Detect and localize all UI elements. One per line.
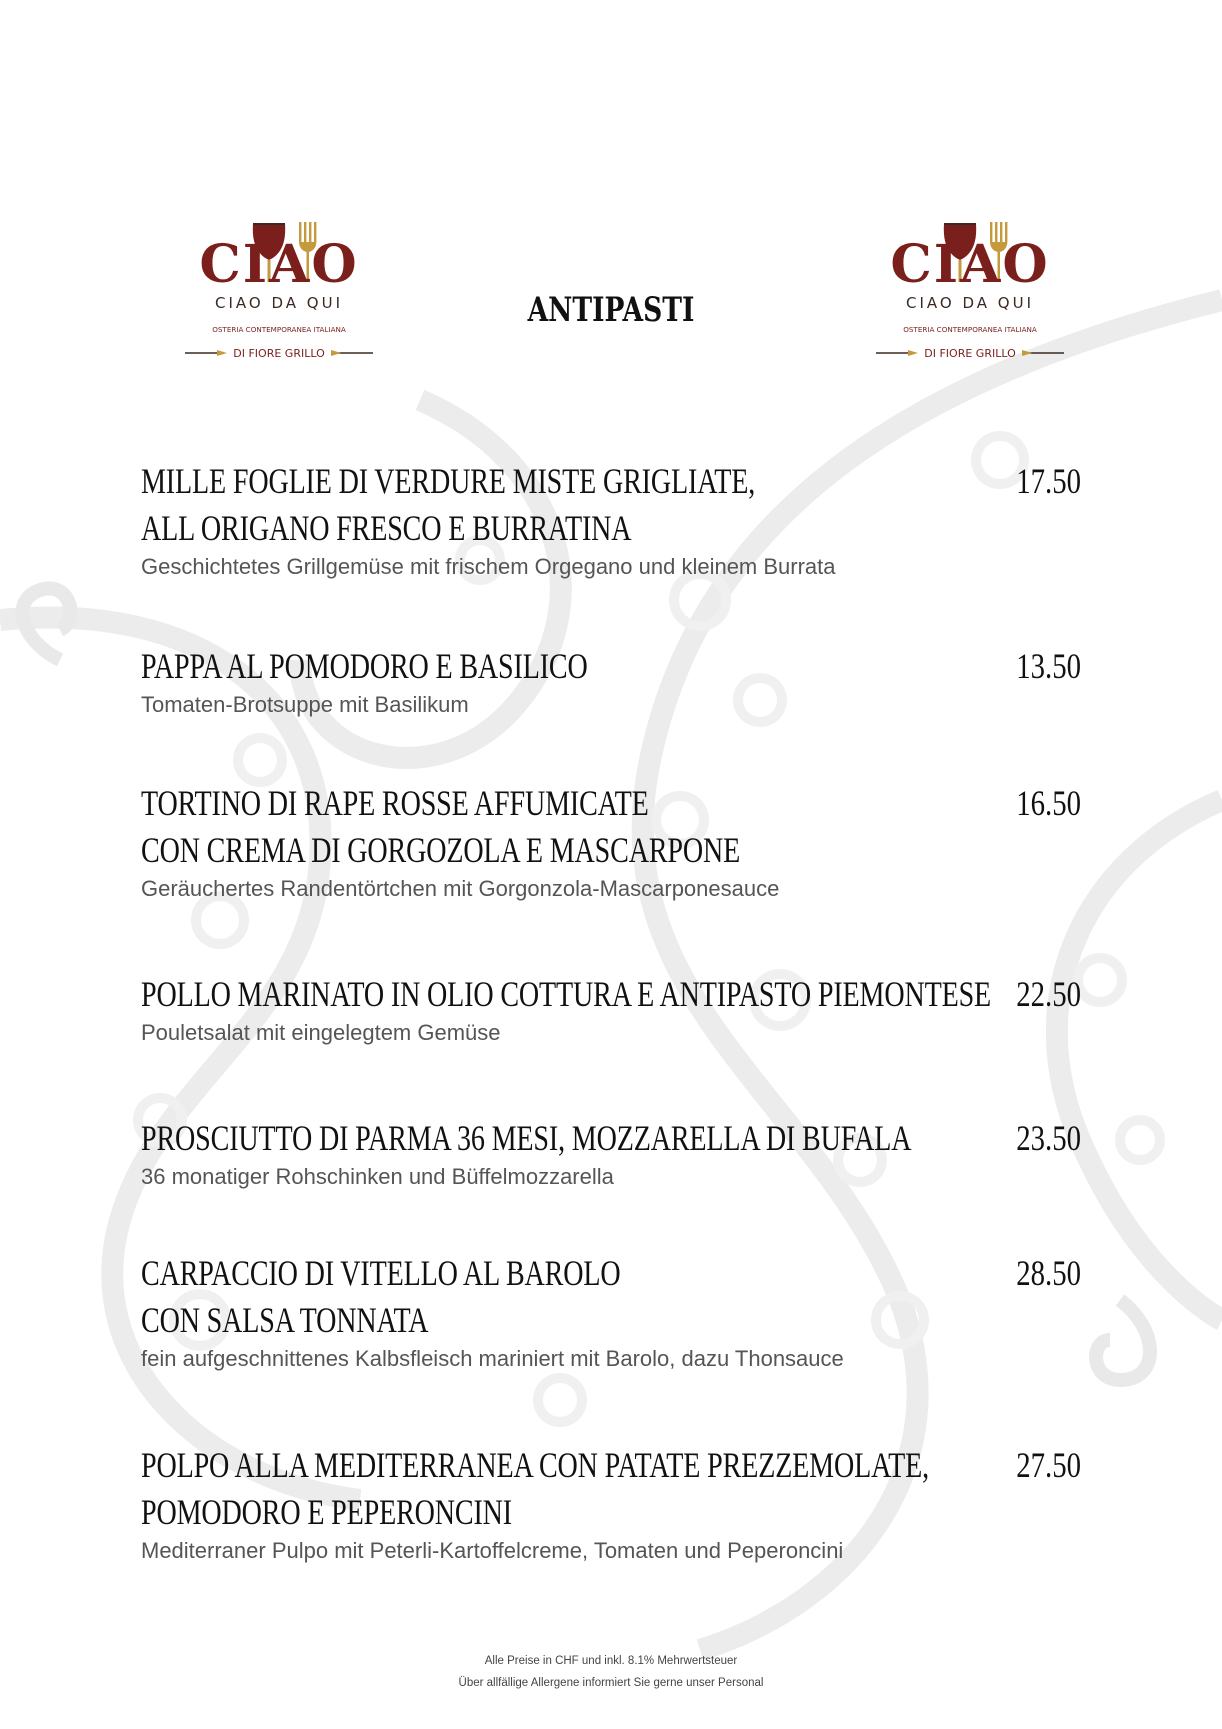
footer-allergen-note: Über allfällige Allergene informiert Sie gerne unser Personal — [458, 1677, 764, 1689]
svg-text:CIAO DA QUI: CIAO DA QUI — [906, 294, 1034, 312]
dish-description: 36 monatiger Rohschinken und Büffelmozzarella — [141, 1163, 614, 1189]
dish-name-line: POLPO ALLA MEDITERRANEA CON PATATE PREZZEMOLATE, — [141, 1445, 929, 1485]
dish-description: Tomaten-Brotsuppe mit Basilikum — [141, 691, 469, 717]
dish-description: Geschichtetes Grillgemüse mit frischem Orgegano und kleinem Burrata — [141, 553, 836, 579]
svg-text:CIAO DA QUI: CIAO DA QUI — [215, 294, 343, 312]
svg-text:OSTERIA CONTEMPORANEA ITALIANA: OSTERIA CONTEMPORANEA ITALIANA — [903, 325, 1037, 334]
menu-item — [141, 780, 1081, 902]
restaurant-logo-right — [864, 210, 1076, 390]
dish-name-line: ALL ORIGANO FRESCO E BURRATINA — [141, 507, 632, 548]
dish-name-line: CON CREMA DI GORGOZOLA E MASCARPONE — [141, 829, 741, 870]
dish-price: 22.50 — [1016, 974, 1081, 1014]
menu-item — [141, 1442, 1081, 1564]
menu-item — [141, 1115, 1081, 1190]
footer-price-note: Alle Preise in CHF und inkl. 8.1% Mehrwertsteuer — [484, 1655, 738, 1667]
menu-item — [141, 643, 1081, 718]
dish-name-line: MILLE FOGLIE DI VERDURE MISTE GRIGLIATE, — [141, 461, 756, 501]
dish-description: Geräuchertes Randentörtchen mit Gorgonzola-Mascarponesauce — [141, 875, 780, 901]
logo-brand-text: CIAO — [199, 234, 359, 295]
menu-item — [141, 458, 1081, 580]
svg-text:OSTERIA CONTEMPORANEA ITALIANA: OSTERIA CONTEMPORANEA ITALIANA — [212, 325, 346, 334]
section-title: ANTIPASTI — [527, 290, 695, 330]
svg-text:DI FIORE GRILLO: DI FIORE GRILLO — [233, 347, 325, 360]
dish-price: 17.50 — [1016, 461, 1081, 501]
dish-price: 13.50 — [1016, 646, 1081, 686]
logo-brand-text: CIAO — [890, 234, 1050, 295]
dish-name-line: CARPACCIO DI VITELLO AL BAROLO — [141, 1253, 621, 1293]
menu-item — [141, 971, 1081, 1046]
dish-description: Pouletsalat mit eingelegtem Gemüse — [141, 1019, 501, 1045]
dish-price: 23.50 — [1016, 1118, 1081, 1158]
dish-name-line: POLLO MARINATO IN OLIO COTTURA E ANTIPASTO PIEMONTESE — [141, 974, 992, 1014]
dish-price: 28.50 — [1016, 1253, 1081, 1293]
dish-price: 16.50 — [1016, 783, 1081, 823]
dish-description: Mediterraner Pulpo mit Peterli-Kartoffelcreme, Tomaten und Peperoncini — [141, 1537, 844, 1563]
dish-name-line: POMODORO E PEPERONCINI — [141, 1491, 513, 1532]
dish-name-line: PROSCIUTTO DI PARMA 36 MESI, MOZZARELLA DI BUFALA — [141, 1118, 912, 1158]
svg-text:DI FIORE GRILLO: DI FIORE GRILLO — [924, 347, 1016, 360]
dish-description: fein aufgeschnittenes Kalbsfleisch mariniert mit Barolo, dazu Thonsauce — [141, 1345, 844, 1371]
dish-name-line: TORTINO DI RAPE ROSSE AFFUMICATE — [141, 783, 649, 823]
dish-price: 27.50 — [1016, 1445, 1081, 1485]
dish-name-line: CON SALSA TONNATA — [141, 1299, 429, 1340]
dish-name-line: PAPPA AL POMODORO E BASILICO — [141, 646, 588, 686]
menu-item — [141, 1250, 1081, 1372]
logo-graphic — [864, 210, 1076, 390]
footer-notes — [0, 1650, 1222, 1694]
